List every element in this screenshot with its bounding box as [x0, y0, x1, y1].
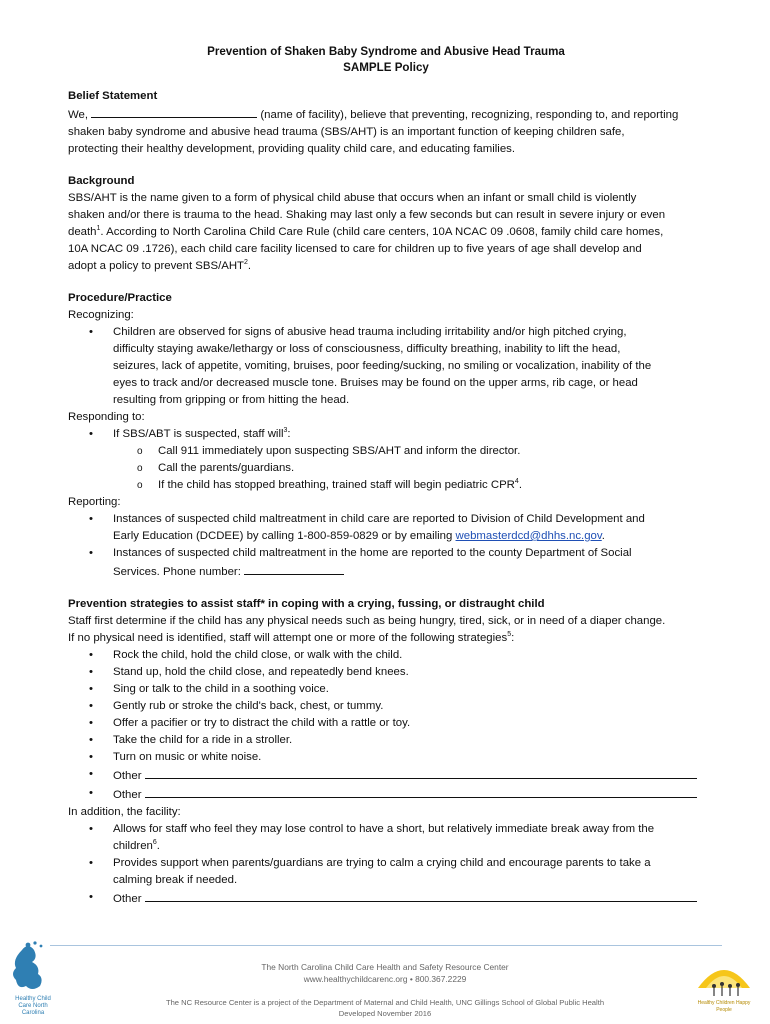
other-label: Other	[113, 770, 142, 782]
background-heading: Background	[68, 175, 135, 187]
footer-contact: www.healthychildcarenc.org • 800.367.2229	[303, 974, 467, 984]
background-line-2: shaken and/or there is trauma to the head. Shaking may last only a few seconds but can result in severe injury or even	[68, 209, 666, 221]
phone-number-blank[interactable]	[244, 562, 344, 575]
logo-left-caption: Healthy Child Care North Carolina	[15, 996, 51, 1016]
footer-divider	[50, 945, 722, 946]
belief-heading: Belief Statement	[68, 90, 158, 102]
responding-sublist	[68, 443, 704, 494]
background-line-3	[68, 224, 704, 241]
prevention-intro-2	[68, 630, 704, 647]
document-title: Prevention of Shaken Baby Syndrome and Abusive Head Trauma	[207, 45, 565, 58]
footnote-ref-2: 2	[244, 259, 248, 267]
footnote-ref-3: 3	[283, 427, 288, 435]
footnote-ref-1: 1	[96, 225, 101, 233]
strategy-item: • Offer a pacifier or try to distract the child with a rattle or toy.	[68, 715, 704, 732]
facility-name-blank[interactable]	[91, 105, 257, 118]
background-line-5	[68, 258, 704, 275]
background-section	[68, 173, 704, 275]
other-blank[interactable]	[145, 889, 697, 902]
other-label: Other	[113, 893, 142, 905]
footer-project: The NC Resource Center is a project of the Department of Maternal and Child Health, UNC Gillings School of Global Public Health	[165, 998, 605, 1007]
reporting-item	[68, 511, 704, 545]
belief-line-3: protecting their healthy development, providing quality child care, and educating families.	[68, 143, 516, 155]
facility-other-item	[68, 889, 704, 908]
healthy-child-care-logo	[8, 940, 58, 1020]
strategy-other-item	[68, 785, 704, 804]
facility-label: In addition, the facility:	[68, 806, 181, 818]
background-death: death	[68, 226, 97, 238]
facility-children: children	[113, 840, 153, 852]
facility-item-1-line-1: • Allows for staff who feel they may lose control to have a short, but relatively immediate break away from the	[113, 823, 655, 835]
reporting-1-line-1: • Instances of suspected child maltreatment in child care are reported to Division of Child Development and	[113, 513, 645, 525]
phone-number-label: Services. Phone number:	[113, 566, 241, 578]
strategy-other-item	[68, 766, 704, 785]
belief-section	[68, 88, 704, 158]
responding-subitem	[68, 477, 704, 494]
responding-subitem: o Call 911 immediately upon suspecting SBS/AHT and inform the director.	[68, 443, 704, 460]
recognizing-line: eyes to track and/or decreased muscle tone. Bruises may be found on the upper arms, rib cage, or head	[113, 377, 638, 389]
footnote-ref-6: 6	[152, 839, 157, 847]
footer-developed: Developed November 2016	[338, 1009, 432, 1018]
healthy-children-logo	[694, 958, 754, 1013]
facility-item	[68, 821, 704, 855]
recognizing-line: resulting from gripping or from hitting the head.	[113, 394, 350, 406]
reporting-1-period: .	[601, 530, 605, 542]
belief-we: We,	[68, 109, 89, 121]
responding-colon: :	[287, 428, 291, 440]
reporting-1-text: Early Education (DCDEE) by calling 1-800-859-0829 or by emailing	[113, 530, 453, 542]
title-block	[68, 44, 704, 76]
responding-label: Responding to:	[68, 411, 145, 423]
facility-list	[68, 821, 704, 908]
belief-line-1	[68, 105, 704, 124]
sunburst-icon	[694, 958, 754, 1000]
procedure-heading: Procedure/Practice	[68, 292, 172, 304]
strategy-item: • Stand up, hold the child close, and repeatedly bend knees.	[68, 664, 704, 681]
strategy-item: • Turn on music or white noise.	[68, 749, 704, 766]
facility-item	[68, 855, 704, 889]
background-line-1: SBS/AHT is the name given to a form of physical child abuse that occurs when an infant or small child is violently	[68, 192, 637, 204]
belief-line-2: shaken baby syndrome and abusive head trauma (SBS/AHT) is an important function of keeping children safe,	[68, 126, 625, 138]
other-label: Other	[113, 789, 142, 801]
reporting-2-line-1: • Instances of suspected child maltreatment in the home are reported to the county Department of Social	[113, 547, 632, 559]
footnote-ref-4: 4	[514, 478, 519, 486]
facility-item-2-line-2: calming break if needed.	[113, 874, 238, 886]
nc-state-icon	[8, 940, 58, 1002]
recognizing-line: • Children are observed for signs of abusive head trauma including irritability and/or high pitched crying,	[113, 326, 627, 338]
policy-document	[68, 44, 704, 908]
prevention-heading: Prevention strategies to assist staff* in coping with a crying, fussing, or distraught child	[68, 598, 545, 610]
facility-period: .	[156, 840, 160, 852]
footer-org: The North Carolina Child Care Health and Safety Resource Center	[261, 962, 509, 972]
reporting-list	[68, 511, 704, 581]
reporting-item	[68, 545, 704, 581]
document-subtitle: SAMPLE Policy	[343, 61, 429, 74]
facility-item-1-line-2	[113, 838, 704, 855]
responding-subitem: o Call the parents/guardians.	[68, 460, 704, 477]
logo-right-caption: Healthy Children Happy People	[697, 1000, 751, 1013]
prevention-intro-colon: :	[511, 632, 515, 644]
responding-item	[68, 426, 704, 443]
prevention-section	[68, 596, 704, 908]
recognizing-label: Recognizing:	[68, 309, 134, 321]
prevention-intro-text: If no physical need is identified, staff will attempt one or more of the following strategies	[68, 632, 508, 644]
email-link[interactable]: webmasterdcd@dhhs.nc.gov	[455, 530, 602, 542]
strategy-item: • Sing or talk to the child in a soothing voice.	[68, 681, 704, 698]
recognizing-list	[68, 324, 704, 409]
responding-list	[68, 426, 704, 443]
reporting-label: Reporting:	[68, 496, 121, 508]
strategy-item: • Rock the child, hold the child close, or walk with the child.	[68, 647, 704, 664]
cpr-text: If the child has stopped breathing, trained staff will begin pediatric CPR	[158, 479, 515, 491]
recognizing-line: seizures, lack of appetite, vomiting, bruises, poor feeding/sucking, no smiling or vocalization, inability of the	[113, 360, 652, 372]
background-period: .	[247, 260, 252, 272]
reporting-1-line-2	[113, 528, 704, 545]
reporting-2-line-2	[113, 562, 704, 581]
strategies-list	[68, 647, 704, 804]
responding-text: If SBS/ABT is suspected, staff will	[113, 428, 284, 440]
background-line-4: 10A NCAC 09 .1726), each child care facility licensed to care for children up to five years of age shall develop and	[68, 243, 642, 255]
strategy-item: • Take the child for a ride in a stroller.	[68, 732, 704, 749]
background-policy-text: adopt a policy to prevent SBS/AHT	[68, 260, 245, 272]
other-blank[interactable]	[145, 766, 697, 779]
cpr-period: .	[518, 479, 522, 491]
footnote-ref-5: 5	[507, 631, 512, 639]
other-blank[interactable]	[145, 785, 697, 798]
belief-text-1: (name of facility), believe that preventing, recognizing, responding to, and reporting	[260, 109, 679, 121]
facility-item-2-line-1: • Provides support when parents/guardians are trying to calm a crying child and encourage parents to take a	[113, 857, 651, 869]
procedure-section	[68, 290, 704, 581]
recognizing-item	[68, 324, 704, 409]
prevention-intro-1: Staff first determine if the child has any physical needs such as being hungry, tired, sick, or in need of a diaper change.	[68, 615, 666, 627]
background-rule-text: . According to North Carolina Child Care Rule (child care centers, 10A NCAC 09 .0608, family child care homes,	[100, 226, 664, 238]
strategy-item: • Gently rub or stroke the child's back, chest, or tummy.	[68, 698, 704, 715]
recognizing-line: difficulty staying awake/lethargy or loss of consciousness, difficulty breathing, inability to lift the head,	[113, 343, 621, 355]
